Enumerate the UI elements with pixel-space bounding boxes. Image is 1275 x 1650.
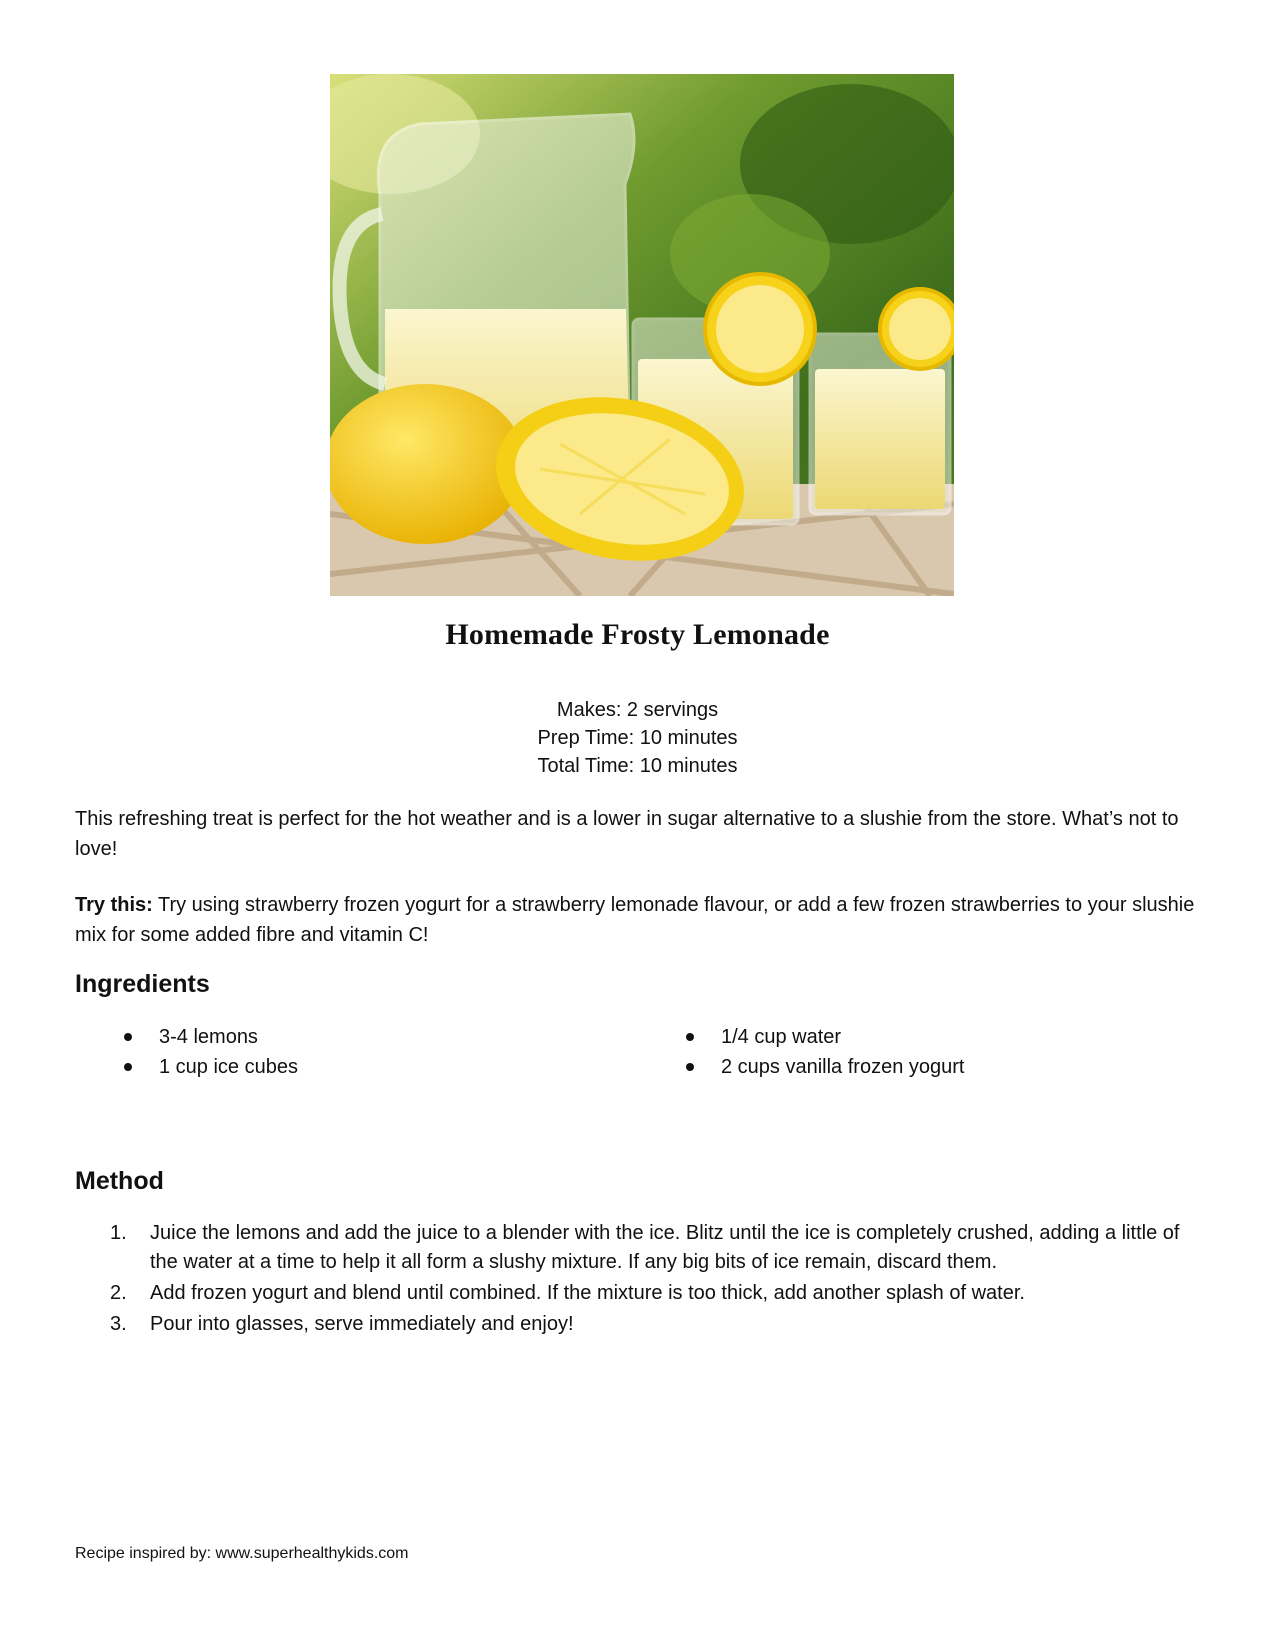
ingredients-heading: Ingredients bbox=[75, 970, 210, 998]
ingredient-item: 1 cup ice cubes bbox=[124, 1052, 298, 1082]
lemonade-photo bbox=[330, 74, 954, 596]
recipe-title: Homemade Frosty Lemonade bbox=[445, 618, 830, 651]
tip-paragraph bbox=[75, 890, 1205, 950]
prep-time-text: Prep Time: 10 minutes bbox=[537, 727, 738, 749]
total-time-text: Total Time: 10 minutes bbox=[537, 755, 738, 777]
step-number: 1. bbox=[110, 1222, 127, 1244]
tip-label: Try this: bbox=[75, 894, 153, 916]
method-step bbox=[110, 1310, 1190, 1339]
method-steps bbox=[110, 1219, 1190, 1341]
tip-text: Try using strawberry frozen yogurt for a strawberry lemonade flavour, or add a few frozen strawberries to your slushie mix for some added fibre and vitamin C! bbox=[75, 894, 1195, 946]
ingredients-list-left bbox=[124, 1022, 298, 1082]
servings-text: Makes: 2 servings bbox=[556, 699, 719, 721]
intro-paragraph: This refreshing treat is perfect for the hot weather and is a lower in sugar alternative to a slushie from the store. What’s not to love! bbox=[75, 808, 1179, 860]
source-credit: Recipe inspired by: www.superhealthykids.com bbox=[75, 1545, 409, 1562]
ingredients-list-right bbox=[686, 1022, 964, 1082]
method-step bbox=[110, 1279, 1190, 1308]
method-step bbox=[110, 1219, 1190, 1277]
step-text: Juice the lemons and add the juice to a blender with the ice. Blitz until the ice is completely crushed, adding a little of the water at a time to help it all form a slushy mixture. If any big bits of ice remain, discard them. bbox=[150, 1222, 1180, 1273]
step-text: Pour into glasses, serve immediately and enjoy! bbox=[150, 1313, 574, 1335]
step-text: Add frozen yogurt and blend until combined. If the mixture is too thick, add another splash of water. bbox=[150, 1282, 1025, 1304]
method-heading: Method bbox=[75, 1167, 164, 1195]
recipe-meta bbox=[0, 696, 1275, 780]
ingredient-item: 3-4 lemons bbox=[124, 1022, 298, 1052]
ingredient-item: 1/4 cup water bbox=[686, 1022, 964, 1052]
step-number: 2. bbox=[110, 1282, 127, 1304]
ingredient-item: 2 cups vanilla frozen yogurt bbox=[686, 1052, 964, 1082]
step-number: 3. bbox=[110, 1313, 127, 1335]
